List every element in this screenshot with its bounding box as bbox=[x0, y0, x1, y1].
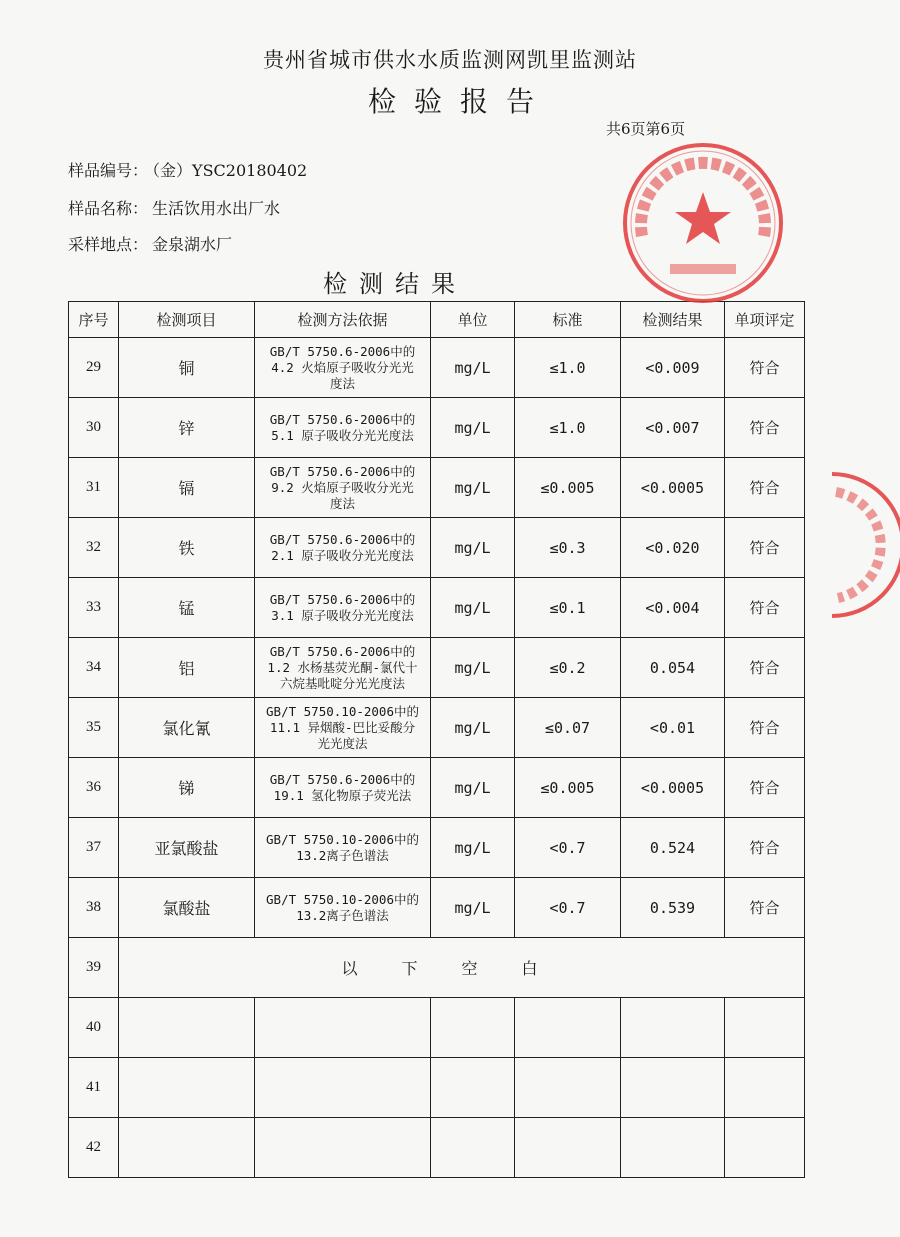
sample-name-field bbox=[68, 196, 280, 219]
row-seq: 35 bbox=[69, 698, 119, 758]
empty-cell bbox=[431, 998, 515, 1058]
row-item: 锰 bbox=[119, 578, 255, 638]
row-unit: mg/L bbox=[431, 398, 515, 458]
results-body bbox=[69, 338, 805, 1178]
empty-cell bbox=[621, 998, 725, 1058]
row-evaluation: 符合 bbox=[725, 338, 805, 398]
method-line: 六烷基吡啶分光光度法 bbox=[279, 675, 405, 691]
empty-row bbox=[69, 998, 805, 1058]
method-line: 1.2 水杨基荧光酮-氯代十 bbox=[267, 659, 418, 675]
row-standard: ≤0.1 bbox=[515, 578, 621, 638]
row-seq: 33 bbox=[69, 578, 119, 638]
sample-number-value: （金）YSC20180402 bbox=[152, 161, 308, 180]
empty-cell bbox=[725, 998, 805, 1058]
paging-seal-fragment bbox=[822, 470, 900, 620]
page-indicator: 共6页第6页 bbox=[606, 120, 686, 138]
method-line: GB/T 5750.6-2006中的 bbox=[269, 531, 416, 547]
row-standard: ≤1.0 bbox=[515, 338, 621, 398]
sample-name-label: 样品名称： bbox=[68, 199, 149, 218]
row-item: 氯酸盐 bbox=[119, 878, 255, 938]
row-method bbox=[255, 518, 431, 578]
row-item: 铝 bbox=[119, 638, 255, 698]
blank-row bbox=[69, 938, 805, 998]
row-evaluation: 符合 bbox=[725, 878, 805, 938]
method-line: GB/T 5750.6-2006中的 bbox=[269, 591, 416, 607]
row-standard: ≤0.2 bbox=[515, 638, 621, 698]
row-seq: 37 bbox=[69, 818, 119, 878]
row-seq: 38 bbox=[69, 878, 119, 938]
row-evaluation: 符合 bbox=[725, 578, 805, 638]
method-line: GB/T 5750.6-2006中的 bbox=[269, 463, 416, 479]
row-evaluation: 符合 bbox=[725, 398, 805, 458]
header-unit: 单位 bbox=[431, 302, 515, 338]
row-seq: 40 bbox=[69, 998, 119, 1058]
table-row bbox=[69, 578, 805, 638]
organization-title: 贵州省城市供水水质监测网凯里监测站 bbox=[263, 48, 637, 72]
method-line: GB/T 5750.6-2006中的 bbox=[269, 411, 416, 427]
empty-row bbox=[69, 1058, 805, 1118]
row-result: 0.524 bbox=[621, 818, 725, 878]
row-unit: mg/L bbox=[431, 638, 515, 698]
row-seq: 32 bbox=[69, 518, 119, 578]
row-standard: <0.7 bbox=[515, 878, 621, 938]
row-unit: mg/L bbox=[431, 878, 515, 938]
row-result: <0.0005 bbox=[621, 458, 725, 518]
empty-cell bbox=[255, 998, 431, 1058]
empty-cell bbox=[255, 1118, 431, 1178]
results-title: 检测结果 bbox=[323, 270, 467, 298]
row-result: <0.004 bbox=[621, 578, 725, 638]
row-seq: 34 bbox=[69, 638, 119, 698]
row-result: <0.01 bbox=[621, 698, 725, 758]
row-seq: 31 bbox=[69, 458, 119, 518]
row-seq: 41 bbox=[69, 1058, 119, 1118]
official-seal bbox=[620, 140, 786, 306]
row-seq: 36 bbox=[69, 758, 119, 818]
row-evaluation: 符合 bbox=[725, 518, 805, 578]
row-method bbox=[255, 638, 431, 698]
row-item: 铜 bbox=[119, 338, 255, 398]
empty-cell bbox=[255, 1058, 431, 1118]
method-line: 9.2 火焰原子吸收分光光 bbox=[271, 479, 414, 495]
row-item: 锌 bbox=[119, 398, 255, 458]
row-method bbox=[255, 458, 431, 518]
method-line: GB/T 5750.6-2006中的 bbox=[269, 643, 416, 659]
row-unit: mg/L bbox=[431, 698, 515, 758]
method-line: 2.1 原子吸收分光光度法 bbox=[271, 547, 414, 563]
table-header-row bbox=[69, 302, 805, 338]
empty-cell bbox=[515, 998, 621, 1058]
report-title: 检验报告 bbox=[367, 85, 552, 118]
row-standard: ≤1.0 bbox=[515, 398, 621, 458]
row-result: <0.009 bbox=[621, 338, 725, 398]
header-evaluation: 单项评定 bbox=[725, 302, 805, 338]
header-item: 检测项目 bbox=[119, 302, 255, 338]
row-standard: ≤0.07 bbox=[515, 698, 621, 758]
table-row bbox=[69, 518, 805, 578]
row-method bbox=[255, 878, 431, 938]
row-standard: ≤0.005 bbox=[515, 458, 621, 518]
empty-cell bbox=[431, 1118, 515, 1178]
method-line: 度法 bbox=[329, 375, 355, 391]
row-result: <0.020 bbox=[621, 518, 725, 578]
row-result: <0.0005 bbox=[621, 758, 725, 818]
row-item: 锑 bbox=[119, 758, 255, 818]
empty-cell bbox=[621, 1058, 725, 1118]
row-seq: 42 bbox=[69, 1118, 119, 1178]
row-item: 镉 bbox=[119, 458, 255, 518]
header-method: 检测方法依据 bbox=[255, 302, 431, 338]
empty-cell bbox=[515, 1118, 621, 1178]
results-table bbox=[68, 301, 805, 1178]
table-row bbox=[69, 698, 805, 758]
star-icon bbox=[675, 192, 731, 244]
method-line: GB/T 5750.6-2006中的 bbox=[269, 771, 416, 787]
header-result: 检测结果 bbox=[621, 302, 725, 338]
empty-row bbox=[69, 1118, 805, 1178]
table-row bbox=[69, 878, 805, 938]
empty-cell bbox=[725, 1118, 805, 1178]
row-standard: ≤0.005 bbox=[515, 758, 621, 818]
row-result: 0.054 bbox=[621, 638, 725, 698]
table-row bbox=[69, 818, 805, 878]
sample-number-field bbox=[68, 158, 307, 181]
row-unit: mg/L bbox=[431, 578, 515, 638]
row-evaluation: 符合 bbox=[725, 818, 805, 878]
row-method bbox=[255, 398, 431, 458]
empty-cell bbox=[119, 998, 255, 1058]
header-seq: 序号 bbox=[69, 302, 119, 338]
empty-cell bbox=[725, 1058, 805, 1118]
row-method bbox=[255, 338, 431, 398]
row-seq: 39 bbox=[69, 938, 119, 998]
sample-number-label: 样品编号： bbox=[68, 161, 149, 180]
row-unit: mg/L bbox=[431, 818, 515, 878]
header-standard: 标准 bbox=[515, 302, 621, 338]
method-line: 5.1 原子吸收分光光度法 bbox=[271, 427, 414, 443]
empty-cell bbox=[119, 1058, 255, 1118]
table-row bbox=[69, 338, 805, 398]
row-method bbox=[255, 818, 431, 878]
table-row bbox=[69, 758, 805, 818]
blank-note: 以下空白 bbox=[119, 938, 805, 998]
row-item: 铁 bbox=[119, 518, 255, 578]
row-result: 0.539 bbox=[621, 878, 725, 938]
sampling-location-field bbox=[68, 232, 232, 255]
row-evaluation: 符合 bbox=[725, 698, 805, 758]
row-evaluation: 符合 bbox=[725, 758, 805, 818]
row-method bbox=[255, 698, 431, 758]
empty-cell bbox=[515, 1058, 621, 1118]
sampling-location-value: 金泉湖水厂 bbox=[152, 235, 233, 254]
row-unit: mg/L bbox=[431, 518, 515, 578]
row-unit: mg/L bbox=[431, 338, 515, 398]
empty-cell bbox=[431, 1058, 515, 1118]
row-method bbox=[255, 758, 431, 818]
row-evaluation: 符合 bbox=[725, 638, 805, 698]
empty-cell bbox=[621, 1118, 725, 1178]
row-standard: <0.7 bbox=[515, 818, 621, 878]
row-unit: mg/L bbox=[431, 458, 515, 518]
row-unit: mg/L bbox=[431, 758, 515, 818]
row-item: 亚氯酸盐 bbox=[119, 818, 255, 878]
row-evaluation: 符合 bbox=[725, 458, 805, 518]
table-row bbox=[69, 638, 805, 698]
method-line: 19.1 氢化物原子荧光法 bbox=[273, 787, 412, 803]
row-seq: 30 bbox=[69, 398, 119, 458]
method-line: 光光度法 bbox=[317, 735, 368, 751]
method-line: GB/T 5750.10-2006中的 bbox=[266, 831, 419, 847]
sampling-location-label: 采样地点： bbox=[68, 235, 149, 254]
row-seq: 29 bbox=[69, 338, 119, 398]
table-row bbox=[69, 458, 805, 518]
method-line: GB/T 5750.10-2006中的 bbox=[266, 891, 419, 907]
table-row bbox=[69, 398, 805, 458]
method-line: 度法 bbox=[329, 495, 355, 511]
method-line: 11.1 异烟酸-巴比妥酸分 bbox=[269, 719, 416, 735]
method-line: 13.2离子色谱法 bbox=[296, 907, 389, 923]
method-line: GB/T 5750.6-2006中的 bbox=[269, 343, 416, 359]
sample-name-value: 生活饮用水出厂水 bbox=[152, 199, 281, 218]
row-standard: ≤0.3 bbox=[515, 518, 621, 578]
row-method bbox=[255, 578, 431, 638]
method-line: 13.2离子色谱法 bbox=[296, 847, 389, 863]
empty-cell bbox=[119, 1118, 255, 1178]
method-line: GB/T 5750.10-2006中的 bbox=[266, 703, 419, 719]
row-item: 氯化氰 bbox=[119, 698, 255, 758]
row-result: <0.007 bbox=[621, 398, 725, 458]
method-line: 4.2 火焰原子吸收分光光 bbox=[271, 359, 414, 375]
method-line: 3.1 原子吸收分光光度法 bbox=[271, 607, 414, 623]
